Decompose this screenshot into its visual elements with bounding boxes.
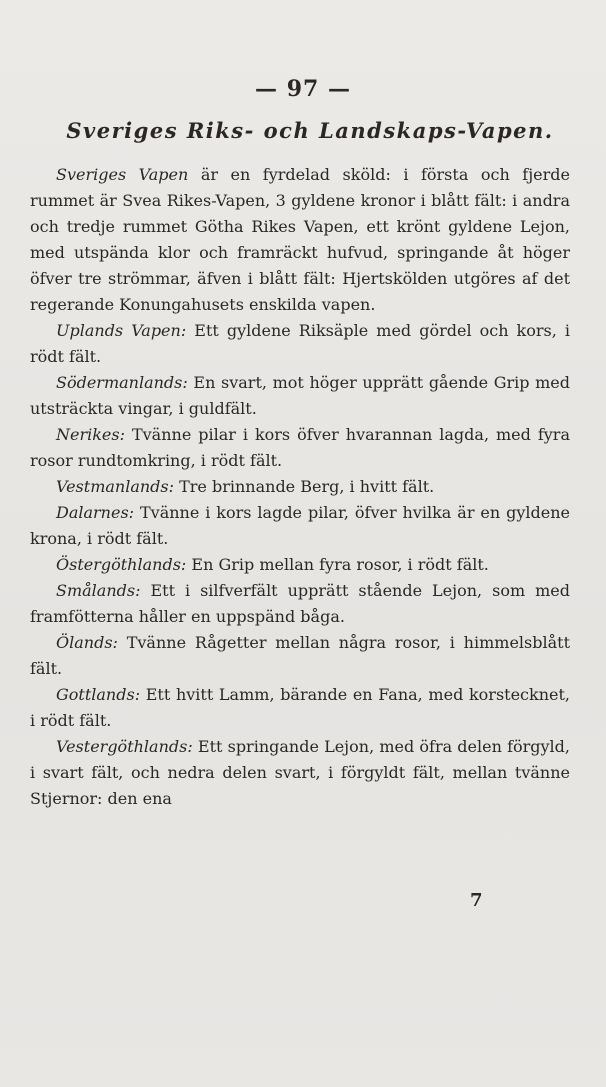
paragraph-lead: Södermanlands: bbox=[56, 373, 188, 392]
paragraph bbox=[30, 422, 570, 474]
paragraph bbox=[30, 552, 570, 578]
page-number: — 97 — bbox=[255, 76, 351, 102]
paragraph-text: En Grip mellan fyra rosor, i rödt fält. bbox=[186, 555, 489, 574]
paragraph-lead: Dalarnes: bbox=[56, 503, 135, 522]
paragraph-lead: Smålands: bbox=[56, 581, 141, 600]
paragraph-text: Ett gyldene Riksäple med gördel och kors, i rödt fält. bbox=[30, 321, 570, 366]
paragraph bbox=[30, 162, 570, 318]
paragraph bbox=[30, 474, 570, 500]
paragraph-text: är en fyrdelad sköld: i första och fjerde rummet är Svea Rikes-Vapen, 3 gyldene kronor i blått fält: i andra och tredje rummet Götha Rikes Vapen, ett krönt gyldene Lejon, med utspända klor och framräckt hufvud, springande åt höger öfver tre strömmar, äfven i blått fält: Hjertskölden utgöres af det regerande Konungahusets enskilda vapen. bbox=[30, 165, 570, 314]
paragraph-text: Ett hvitt Lamm, bärande en Fana, med korstecknet, i rödt fält. bbox=[30, 685, 570, 730]
section-title: Sveriges Riks- och Landskaps-Vapen. bbox=[66, 118, 554, 143]
paragraph bbox=[30, 734, 570, 812]
paragraph-text: Ett springande Lejon, med öfra delen förgyld, i svart fält, och nedra delen svart, i förgyldt fält, mellan tvänne Stjernor: den ena bbox=[30, 737, 570, 808]
paragraph-text: Tvänne i kors lagde pilar, öfver hvilka är en gyldene krona, i rödt fält. bbox=[30, 503, 570, 548]
paragraph-lead: Nerikes: bbox=[56, 425, 125, 444]
paragraph-text: En svart, mot höger upprätt gående Grip med utsträckta vingar, i guldfält. bbox=[30, 373, 570, 418]
paragraph-text: Tvänne Rågetter mellan några rosor, i himmelsblått fält. bbox=[30, 633, 570, 678]
paragraph-lead: Uplands Vapen: bbox=[56, 321, 187, 340]
paragraph-lead: Sveriges Vapen bbox=[56, 165, 189, 184]
paragraph-text: Ett i silfverfält upprätt stående Lejon, som med framfötterna håller en uppspänd båga. bbox=[30, 581, 570, 626]
paragraph bbox=[30, 370, 570, 422]
paragraph bbox=[30, 630, 570, 682]
body-text bbox=[30, 162, 570, 812]
paragraph-text: Tvänne pilar i kors öfver hvarannan lagda, med fyra rosor rundtomkring, i rödt fält. bbox=[30, 425, 570, 470]
paragraph-lead: Gottlands: bbox=[56, 685, 141, 704]
paragraph-lead: Östergöthlands: bbox=[56, 555, 187, 574]
paragraph-lead: Vestmanlands: bbox=[56, 477, 175, 496]
paragraph bbox=[30, 578, 570, 630]
signature-mark: 7 bbox=[470, 890, 483, 911]
paragraph bbox=[30, 318, 570, 370]
paragraph bbox=[30, 500, 570, 552]
paragraph-text: Tre brinnande Berg, i hvitt fält. bbox=[174, 477, 435, 496]
paragraph-lead: Ölands: bbox=[56, 633, 118, 652]
paragraph bbox=[30, 682, 570, 734]
paragraph-lead: Vestergöthlands: bbox=[56, 737, 193, 756]
